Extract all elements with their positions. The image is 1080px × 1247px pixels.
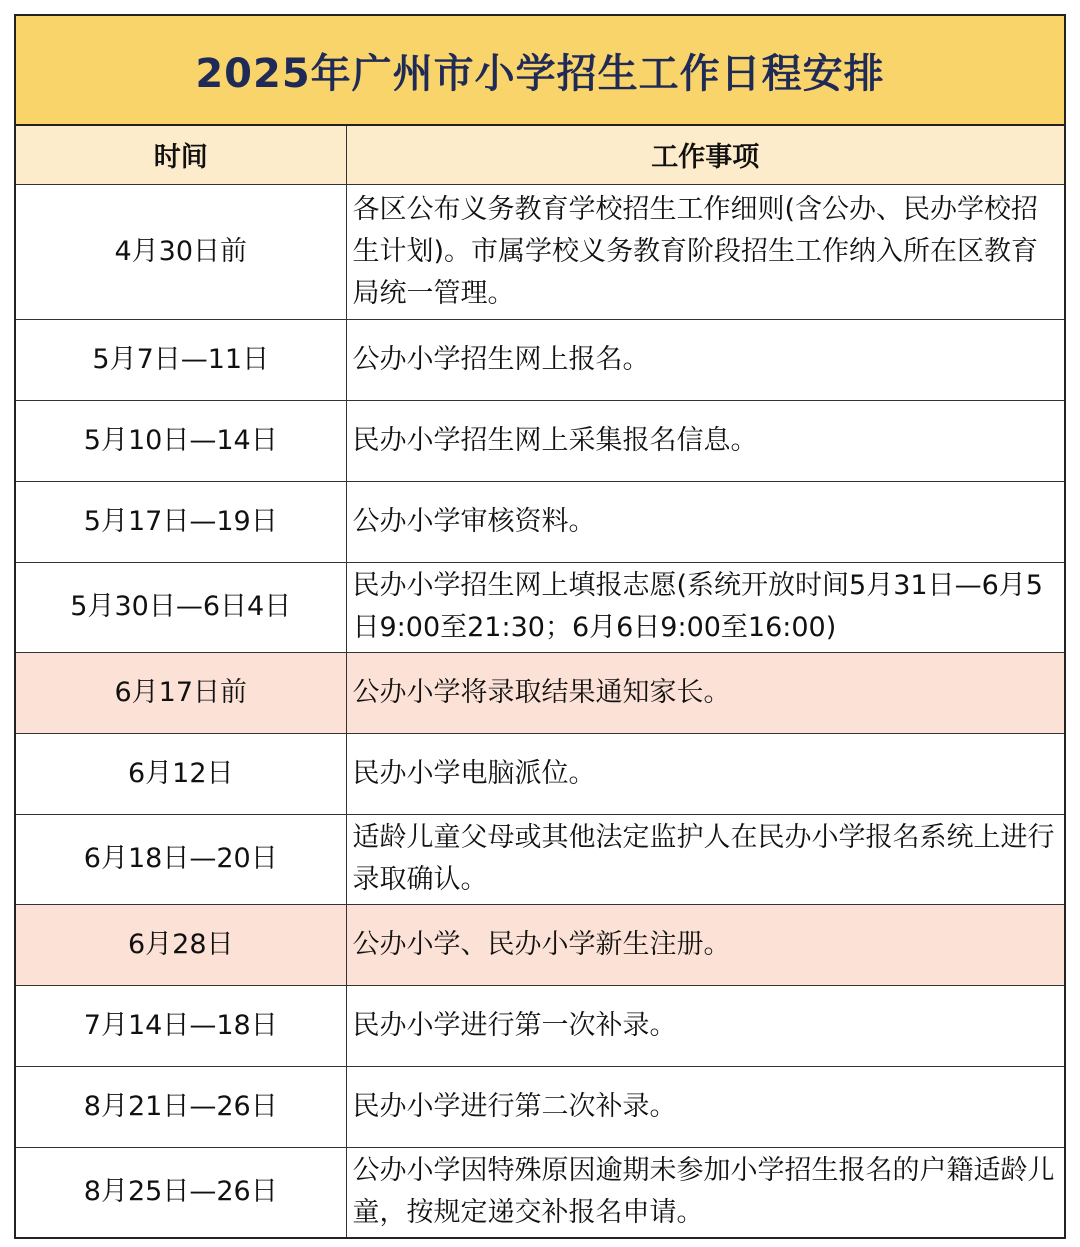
table-row (16, 481, 1064, 562)
row-task: 公办小学审核资料。 (346, 481, 1064, 562)
table-row (16, 1066, 1064, 1147)
row-task: 民办小学招生网上填报志愿(系统开放时间5月31日—6月5日9:00至21:30；6月6日9:00至16:00) (346, 562, 1064, 652)
table-row (16, 652, 1064, 733)
row-time: 6月28日 (16, 904, 346, 985)
table-row (16, 562, 1064, 652)
row-task: 民办小学进行第一次补录。 (346, 985, 1064, 1066)
row-task: 民办小学进行第二次补录。 (346, 1066, 1064, 1147)
row-task: 公办小学因特殊原因逾期未参加小学招生报名的户籍适龄儿童，按规定递交补报名申请。 (346, 1147, 1064, 1237)
row-time: 5月7日—11日 (16, 319, 346, 400)
row-time: 8月21日—26日 (16, 1066, 346, 1147)
schedule-table (16, 126, 1064, 1237)
row-time: 8月25日—26日 (16, 1147, 346, 1237)
table-row (16, 1147, 1064, 1237)
row-time: 6月12日 (16, 733, 346, 814)
row-time: 5月10日—14日 (16, 400, 346, 481)
row-time: 6月18日—20日 (16, 814, 346, 904)
row-task: 民办小学招生网上采集报名信息。 (346, 400, 1064, 481)
row-time: 5月17日—19日 (16, 481, 346, 562)
table-row (16, 319, 1064, 400)
table-row (16, 814, 1064, 904)
row-time: 7月14日—18日 (16, 985, 346, 1066)
row-task: 各区公布义务教育学校招生工作细则(含公办、民办学校招生计划)。市属学校义务教育阶段招生工作纳入所在区教育局统一管理。 (346, 184, 1064, 319)
row-time: 5月30日—6日4日 (16, 562, 346, 652)
table-header-row (16, 126, 1064, 184)
table-row (16, 400, 1064, 481)
row-task: 公办小学将录取结果通知家长。 (346, 652, 1064, 733)
row-time: 4月30日前 (16, 184, 346, 319)
schedule-sheet (14, 14, 1066, 1239)
table-row (16, 733, 1064, 814)
row-task: 适龄儿童父母或其他法定监护人在民办小学报名系统上进行录取确认。 (346, 814, 1064, 904)
page-title: 2025年广州市小学招生工作日程安排 (16, 16, 1064, 126)
table-row (16, 184, 1064, 319)
column-header-task: 工作事项 (346, 126, 1064, 184)
table-row (16, 985, 1064, 1066)
row-task: 公办小学、民办小学新生注册。 (346, 904, 1064, 985)
table-row (16, 904, 1064, 985)
row-task: 公办小学招生网上报名。 (346, 319, 1064, 400)
row-time: 6月17日前 (16, 652, 346, 733)
row-task: 民办小学电脑派位。 (346, 733, 1064, 814)
column-header-time: 时间 (16, 126, 346, 184)
